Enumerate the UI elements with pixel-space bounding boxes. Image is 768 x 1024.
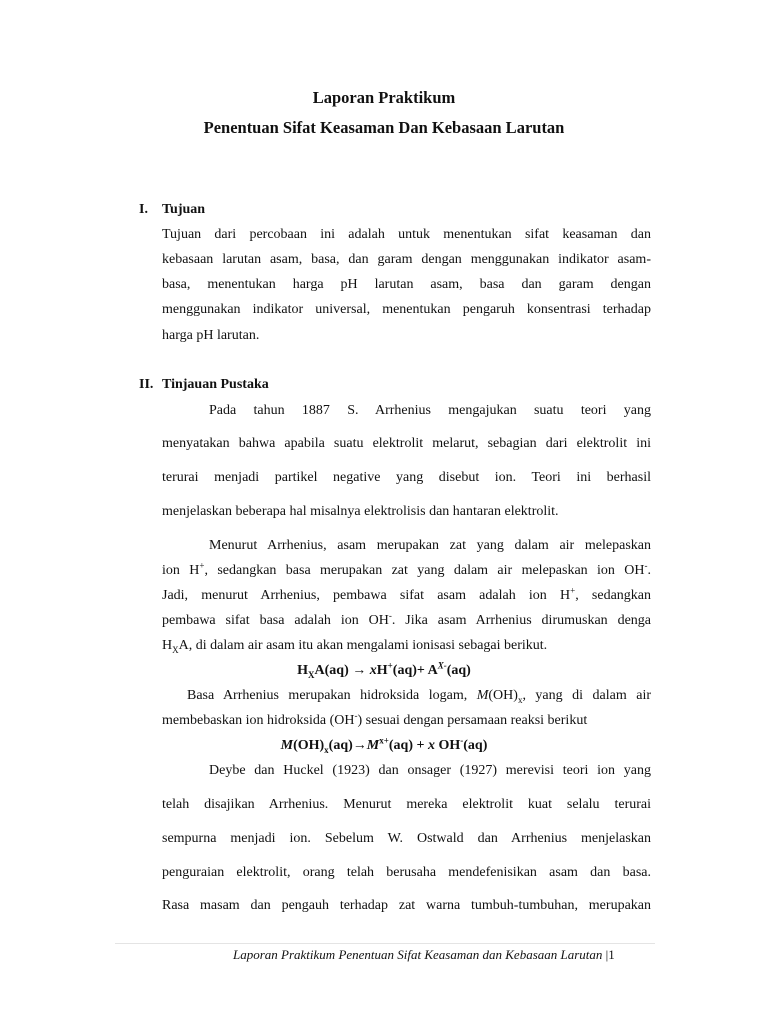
- paragraph-4-line: penguraian elektrolit, orang telah berusaha mendefenisikan asam dan basa.: [162, 865, 651, 880]
- footer-divider: [115, 943, 655, 944]
- paragraph-3-line: membebaskan ion hidroksida (OH-) sesuai dengan persamaan reaksi berikut: [162, 710, 588, 728]
- paragraph-2-line: Menurut Arrhenius, asam merupakan zat yang dalam air melepaskan: [209, 538, 651, 553]
- equation-acid-ionization: $H_XA(aq) \to xH^+(aq)+ A^{X-}(aq)$: [297, 660, 471, 680]
- document-subtitle: Penentuan Sifat Keasaman Dan Kebasaan Larutan: [203, 118, 565, 137]
- paragraph-4-line: sempurna menjadi ion. Sebelum W. Ostwald dan Arrhenius menjelaskan: [162, 831, 651, 846]
- section-2-number: II.: [139, 377, 154, 392]
- paragraph-1-line: menjelaskan beberapa hal misalnya elektrolisis dan hantaran elektrolit.: [162, 504, 559, 519]
- paragraph-3-line: Basa Arrhenius merupakan hidroksida logam, $M(OH)_x$, yang di dalam air: [187, 688, 652, 705]
- document-title: Laporan Praktikum: [312, 88, 456, 107]
- paragraph-2-line: $H_XA$, di dalam air asam itu akan mengalami ionisasi sebagai berikut.: [162, 638, 548, 655]
- paragraph-2-line: ion H+, sedangkan basa merupakan zat yang dalam air melepaskan ion OH-.: [162, 560, 652, 578]
- section-1-line: basa, menentukan harga pH larutan asam, basa dan garam dengan: [162, 277, 651, 292]
- paragraph-1-line: terurai menjadi partikel negative yang disebut ion. Teori ini berhasil: [162, 470, 651, 485]
- paragraph-1-line: menyatakan bahwa apabila suatu elektrolit melarut, sebagian dari elektrolit ini: [162, 436, 651, 451]
- paragraph-1-line: Pada tahun 1887 S. Arrhenius mengajukan suatu teori yang: [209, 403, 651, 418]
- equation-base-ionization: $M(OH)_x(aq)\to M^{x+}(aq) + x$ OH-(aq): [280, 735, 488, 755]
- paragraph-2-line: Jadi, menurut Arrhenius, pembawa sifat asam adalah ion H+, sedangkan: [162, 585, 651, 603]
- section-1-line: kebasaan larutan asam, basa, dan garam dengan menggunakan indikator asam-: [162, 252, 651, 267]
- page-number: 1: [608, 947, 615, 962]
- paragraph-2-line: pembawa sifat basa adalah ion OH-. Jika asam Arrhenius dirumuskan denga: [162, 610, 652, 628]
- section-1-line: menggunakan indikator universal, menentukan pengaruh konsentrasi terhadap: [162, 302, 651, 317]
- section-1-heading: Tujuan: [162, 202, 206, 217]
- section-1-number: I.: [139, 202, 148, 217]
- section-1-line: harga pH larutan.: [162, 328, 260, 343]
- section-1-line: Tujuan dari percobaan ini adalah untuk menentukan sifat keasaman dan: [162, 227, 651, 242]
- footer-text: Laporan Praktikum Penentuan Sifat Keasaman dan Kebasaan Larutan: [233, 947, 603, 962]
- arrow-icon: →: [352, 663, 367, 678]
- footer-separator: |: [605, 947, 609, 962]
- arrow-icon: →: [352, 738, 367, 753]
- paragraph-4-line: Rasa masam dan pengauh terhadap zat warna tumbuh-tumbuhan, merupakan: [162, 898, 651, 913]
- section-2-heading: Tinjauan Pustaka: [162, 377, 269, 392]
- paragraph-4-line: telah disajikan Arrhenius. Menurut mereka elektrolit kuat selalu terurai: [162, 797, 651, 812]
- paragraph-4-line: Deybe dan Huckel (1923) dan onsager (1927) merevisi teori ion yang: [209, 763, 651, 778]
- page-footer: [233, 947, 615, 963]
